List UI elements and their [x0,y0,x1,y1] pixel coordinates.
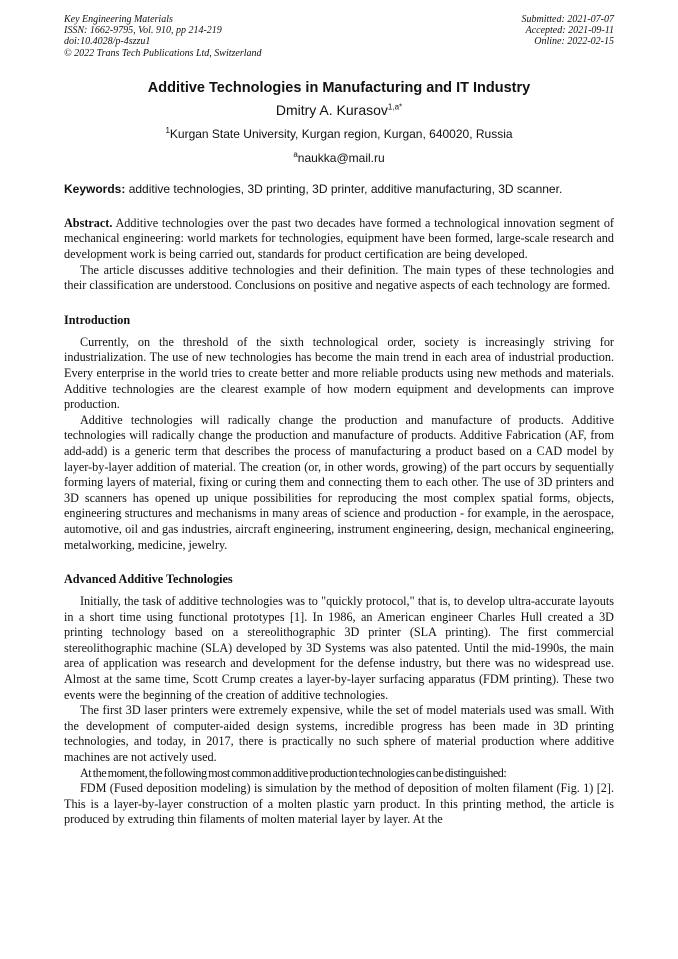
doi-line[interactable]: doi:10.4028/p-4szzu1 [64,36,151,48]
keywords-text: additive technologies, 3D printing, 3D printer, additive manufacturing, 3D scanner. [125,181,563,196]
section-heading-introduction: Introduction [64,312,131,327]
accepted-date: Accepted: 2021-09-11 [525,25,614,37]
email-superscript: a [293,149,298,159]
keywords-label: Keywords: [64,181,126,196]
publication-header [64,14,614,59]
body-paragraph: The first 3D laser printers were extremely expensive, while the set of model materials used was small. With the development of computer-aided design systems, incredible progress has been made in 3D printing technologies, and today, in 2017, there is practically no such sphere of material production where additive machines are not actively used. [64,703,614,765]
issn-line: ISSN: 1662-9795, Vol. 910, pp 214-219 [64,25,222,37]
journal-name: Key Engineering Materials [64,14,173,25]
body-paragraph: Currently, on the threshold of the sixth technological order, society is increasingly striving for industrialization. The use of new technologies has become the main trend in each area of industrial production. Every enterprise in the world tries to create better and more reliable products using new methods and materials. Additive technologies are the clearest example of how modern equipment and developments can improve production. [64,334,614,412]
journal-info [64,14,262,59]
keywords-line [64,182,614,196]
body-paragraph: Additive technologies will radically change the production and manufacture of products. Additive technologies will radically change the production and manufacture of products. Additive Fabrication (AF, from add-add) is a generic term that describes the process of manufacturing a product based on a CAD model by layer-by-layer addition of material. The creation (or, in other words, growing) of the part occurs by sequentially forming layers of material, fixing or curing them and connecting them to each other. The use of 3D printers and 3D scanners has opened up unique possibilities for reproducing the most complex spatial forms, objects, engineering structures and mechanisms in many areas of science and production - for example, in the aerospace, automotive, oil and gas industries, aircraft engineering, instrument engineering, design, mechanical engineering, metalworking, medicine, jewelry. [64,412,614,552]
body-paragraph: Initially, the task of additive technologies was to "quickly protocol," that is, to develop ultra-accurate layouts in a short time using functional prototypes [1]. In 1986, an American engineer Charles Hull created a 3D printing technology based on a stereolithographic 3D printer (SLA printing). The first commercial stereolithographic machine (SLA) developed by 3D Systems was also patented. Until the mid-1990s, the main area of application was research and development for the defense industry, but there was no widespread use. Almost at the same time, Scott Crump creates a layer-by-layer surfacing apparatus (FDM printing). These two events were the beginning of the creation of additive technologies. [64,594,614,702]
submitted-date: Submitted: 2021-07-07 [521,14,614,25]
author-name: Dmitry A. Kurasov [275,101,388,118]
body-paragraph: At the moment, the following most common additive production technologies can be distinguished: [80,765,507,780]
author-email[interactable]: naukka@mail.ru [297,150,385,165]
body-paragraph: FDM (Fused deposition modeling) is simulation by the method of deposition of molten filament (Fig. 1) [2]. This is a layer-by-layer construction of a molten plastic yarn product. In this printing method, the article is produced by extruding thin filaments of molten material layer by layer. At the [64,781,614,827]
author-line [64,102,614,118]
section-heading-advanced: Advanced Additive Technologies [64,572,233,587]
copyright-line: © 2022 Trans Tech Publications Ltd, Switzerland [64,47,262,59]
email-line [64,150,614,165]
affiliation-superscript: 1 [165,125,170,135]
paper-title: Additive Technologies in Manufacturing and IT Industry [147,79,531,96]
online-date: Online: 2022-02-15 [534,36,614,48]
affiliation-line [64,126,614,141]
author-superscript: 1,a* [387,102,403,112]
abstract-paragraph-2: The article discusses additive technologies and their definition. The main types of these technologies and their classification are understood. Conclusions on positive and negative aspects of each technology are formed. [64,262,614,293]
abstract-paragraph [64,216,614,263]
abstract-section [64,216,614,294]
abstract-label: Abstract. [64,215,113,230]
abstract-text: Additive technologies over the past two decades have formed a technological innovation segment of mechanical engineering: world markets for technologies, equipment have been formed, large-scale research and development work is being carried out, standards for product certification are being developed. [64,215,614,261]
affiliation-text: Kurgan State University, Kurgan region, Kurgan, 640020, Russia [169,126,513,141]
dates-info [522,14,615,59]
paper-page [64,14,614,828]
